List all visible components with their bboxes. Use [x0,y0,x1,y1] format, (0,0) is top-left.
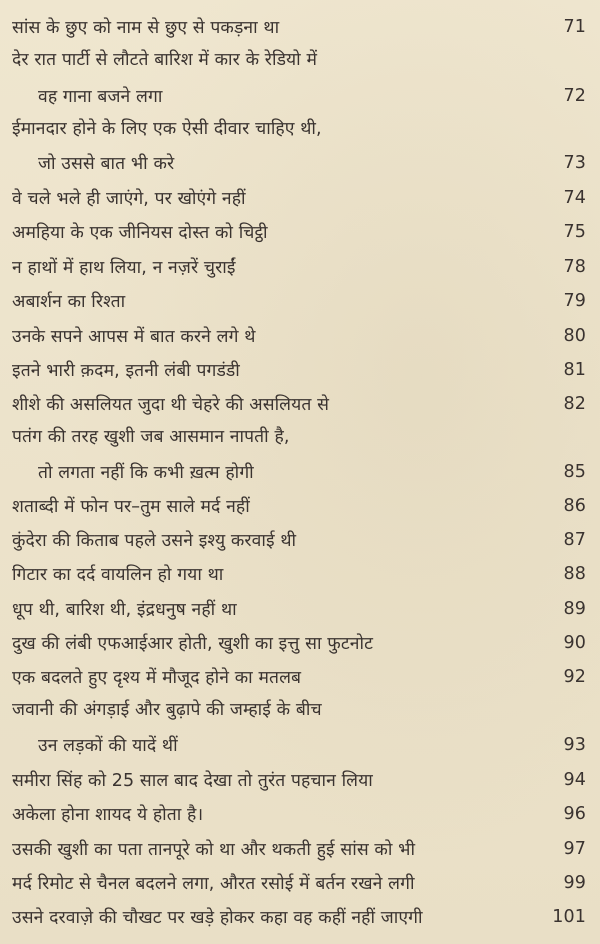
toc-entry [12,390,586,418]
toc-entry-page: 97 [563,839,586,859]
toc-entry [12,218,586,246]
toc-entry-title: उसने दरवाज़े की चौखट पर खड़े होकर कहा वह कहीं नहीं जाएगी [12,908,423,928]
toc-entry [12,82,586,110]
toc-entry-page: 82 [563,394,586,414]
toc-entry-page: 81 [563,360,586,380]
toc-entry-page: 90 [563,633,586,653]
toc-entry-page: 101 [552,907,586,927]
toc-entry [12,560,586,588]
toc-entry-page: 92 [563,667,586,687]
toc-entry-title: धूप थी, बारिश थी, इंद्रधनुष नहीं था [12,600,237,620]
toc-entry [12,903,586,931]
toc-entry-title: दुख की लंबी एफआईआर होती, खुशी का इत्तु सा फुटनोट [12,634,374,654]
toc-entry-title: शीशे की असलियत जुदा थी चेहरे की असलियत से [12,395,330,415]
toc-entry-page: 73 [563,153,586,173]
toc-entry [12,526,586,554]
toc-entry-title: मर्द रिमोट से चैनल बदलने लगा, औरत रसोई में बर्तन रखने लगी [12,874,415,894]
toc-entry [12,253,586,281]
toc-entry-page: 78 [563,257,586,277]
toc-entry-title: वह गाना बजने लगा [38,87,163,107]
toc-entry [12,13,586,41]
toc-entry-title: समीरा सिंह को 25 साल बाद देखा तो तुरंत पहचान लिया [12,771,373,791]
toc-entry-title: ईमानदार होने के लिए एक ऐसी दीवार चाहिए थी, [12,119,322,139]
toc-entry-title: न हाथों में हाथ लिया, न नज़रें चुराईं [12,258,236,278]
toc-entry-title: सांस के छुए को नाम से छुए से पकड़ना था [12,18,280,38]
toc-entry-title: अमहिया के एक जीनियस दोस्त को चिट्ठी [12,223,268,243]
toc-entry-page: 79 [563,291,586,311]
toc-entry-title: एक बदलते हुए दृश्य में मौजूद होने का मतलब [12,668,302,688]
toc-entry [12,800,586,828]
toc-entry-title: उन लड़कों की यादें थीं [38,736,178,756]
toc-entry-title: वे चले भले ही जाएंगे, पर खोएंगे नहीं [12,189,246,209]
toc-entry-page: 93 [563,735,586,755]
toc-entry-title: कुंदेरा की किताब पहले उसने इश्यु करवाई थी [12,531,297,551]
toc-entry-page: 96 [563,804,586,824]
toc-entry [12,322,586,350]
toc-entry [12,766,586,794]
toc-entry [12,731,586,759]
toc-entry [12,356,586,384]
toc-entry-title: शताब्दी में फोन पर–तुम साले मर्द नहीं [12,497,250,517]
toc-entry [12,595,586,623]
toc-entry-page: 74 [563,188,586,208]
toc-entry-page: 94 [563,770,586,790]
toc-entry-title: अबार्शन का रिश्ता [12,292,126,312]
toc-entry [12,287,586,315]
toc-entry-page: 71 [563,17,586,37]
toc-entry [12,835,586,863]
toc-entry-title: गिटार का दर्द वायलिन हो गया था [12,565,224,585]
toc-entry [12,149,586,177]
toc-entry-title: पतंग की तरह खुशी जब आसमान नापती है, [12,427,290,447]
toc-entry [12,45,586,73]
toc-entry-title: उसकी खुशी का पता तानपूरे को था और थकती हुई सांस को भी [12,840,416,860]
toc-entry-title: जवानी की अंगड़ाई और बुढ़ापे की जम्हाई के बीच [12,700,322,720]
toc-entry [12,629,586,657]
toc-entry-page: 89 [563,599,586,619]
toc-entry-page: 85 [563,462,586,482]
toc-entry [12,422,586,450]
toc-entry-page: 87 [563,530,586,550]
toc-entry [12,663,586,691]
toc-entry-title: अकेला होना शायद ये होता है। [12,805,204,825]
toc-entry [12,492,586,520]
toc-entry-page: 86 [563,496,586,516]
toc-entry-page: 72 [563,86,586,106]
toc-entry-title: इतने भारी क़दम, इतनी लंबी पगडंडी [12,361,240,381]
toc-entry-page: 99 [563,873,586,893]
toc-entry-title: जो उससे बात भी करे [38,154,175,174]
toc-entry [12,869,586,897]
toc-entry-title: उनके सपने आपस में बात करने लगे थे [12,327,256,347]
toc-entry [12,114,586,142]
toc-entry-page: 75 [563,222,586,242]
toc-entry-title: तो लगता नहीं कि कभी ख़त्म होगी [38,463,254,483]
toc-entry-page: 80 [563,326,586,346]
toc-entry-title: देर रात पार्टी से लौटते बारिश में कार के रेडियो में [12,50,318,70]
toc-entry-page: 88 [563,564,586,584]
toc-entry [12,458,586,486]
toc-entry [12,184,586,212]
toc-entry [12,695,586,723]
